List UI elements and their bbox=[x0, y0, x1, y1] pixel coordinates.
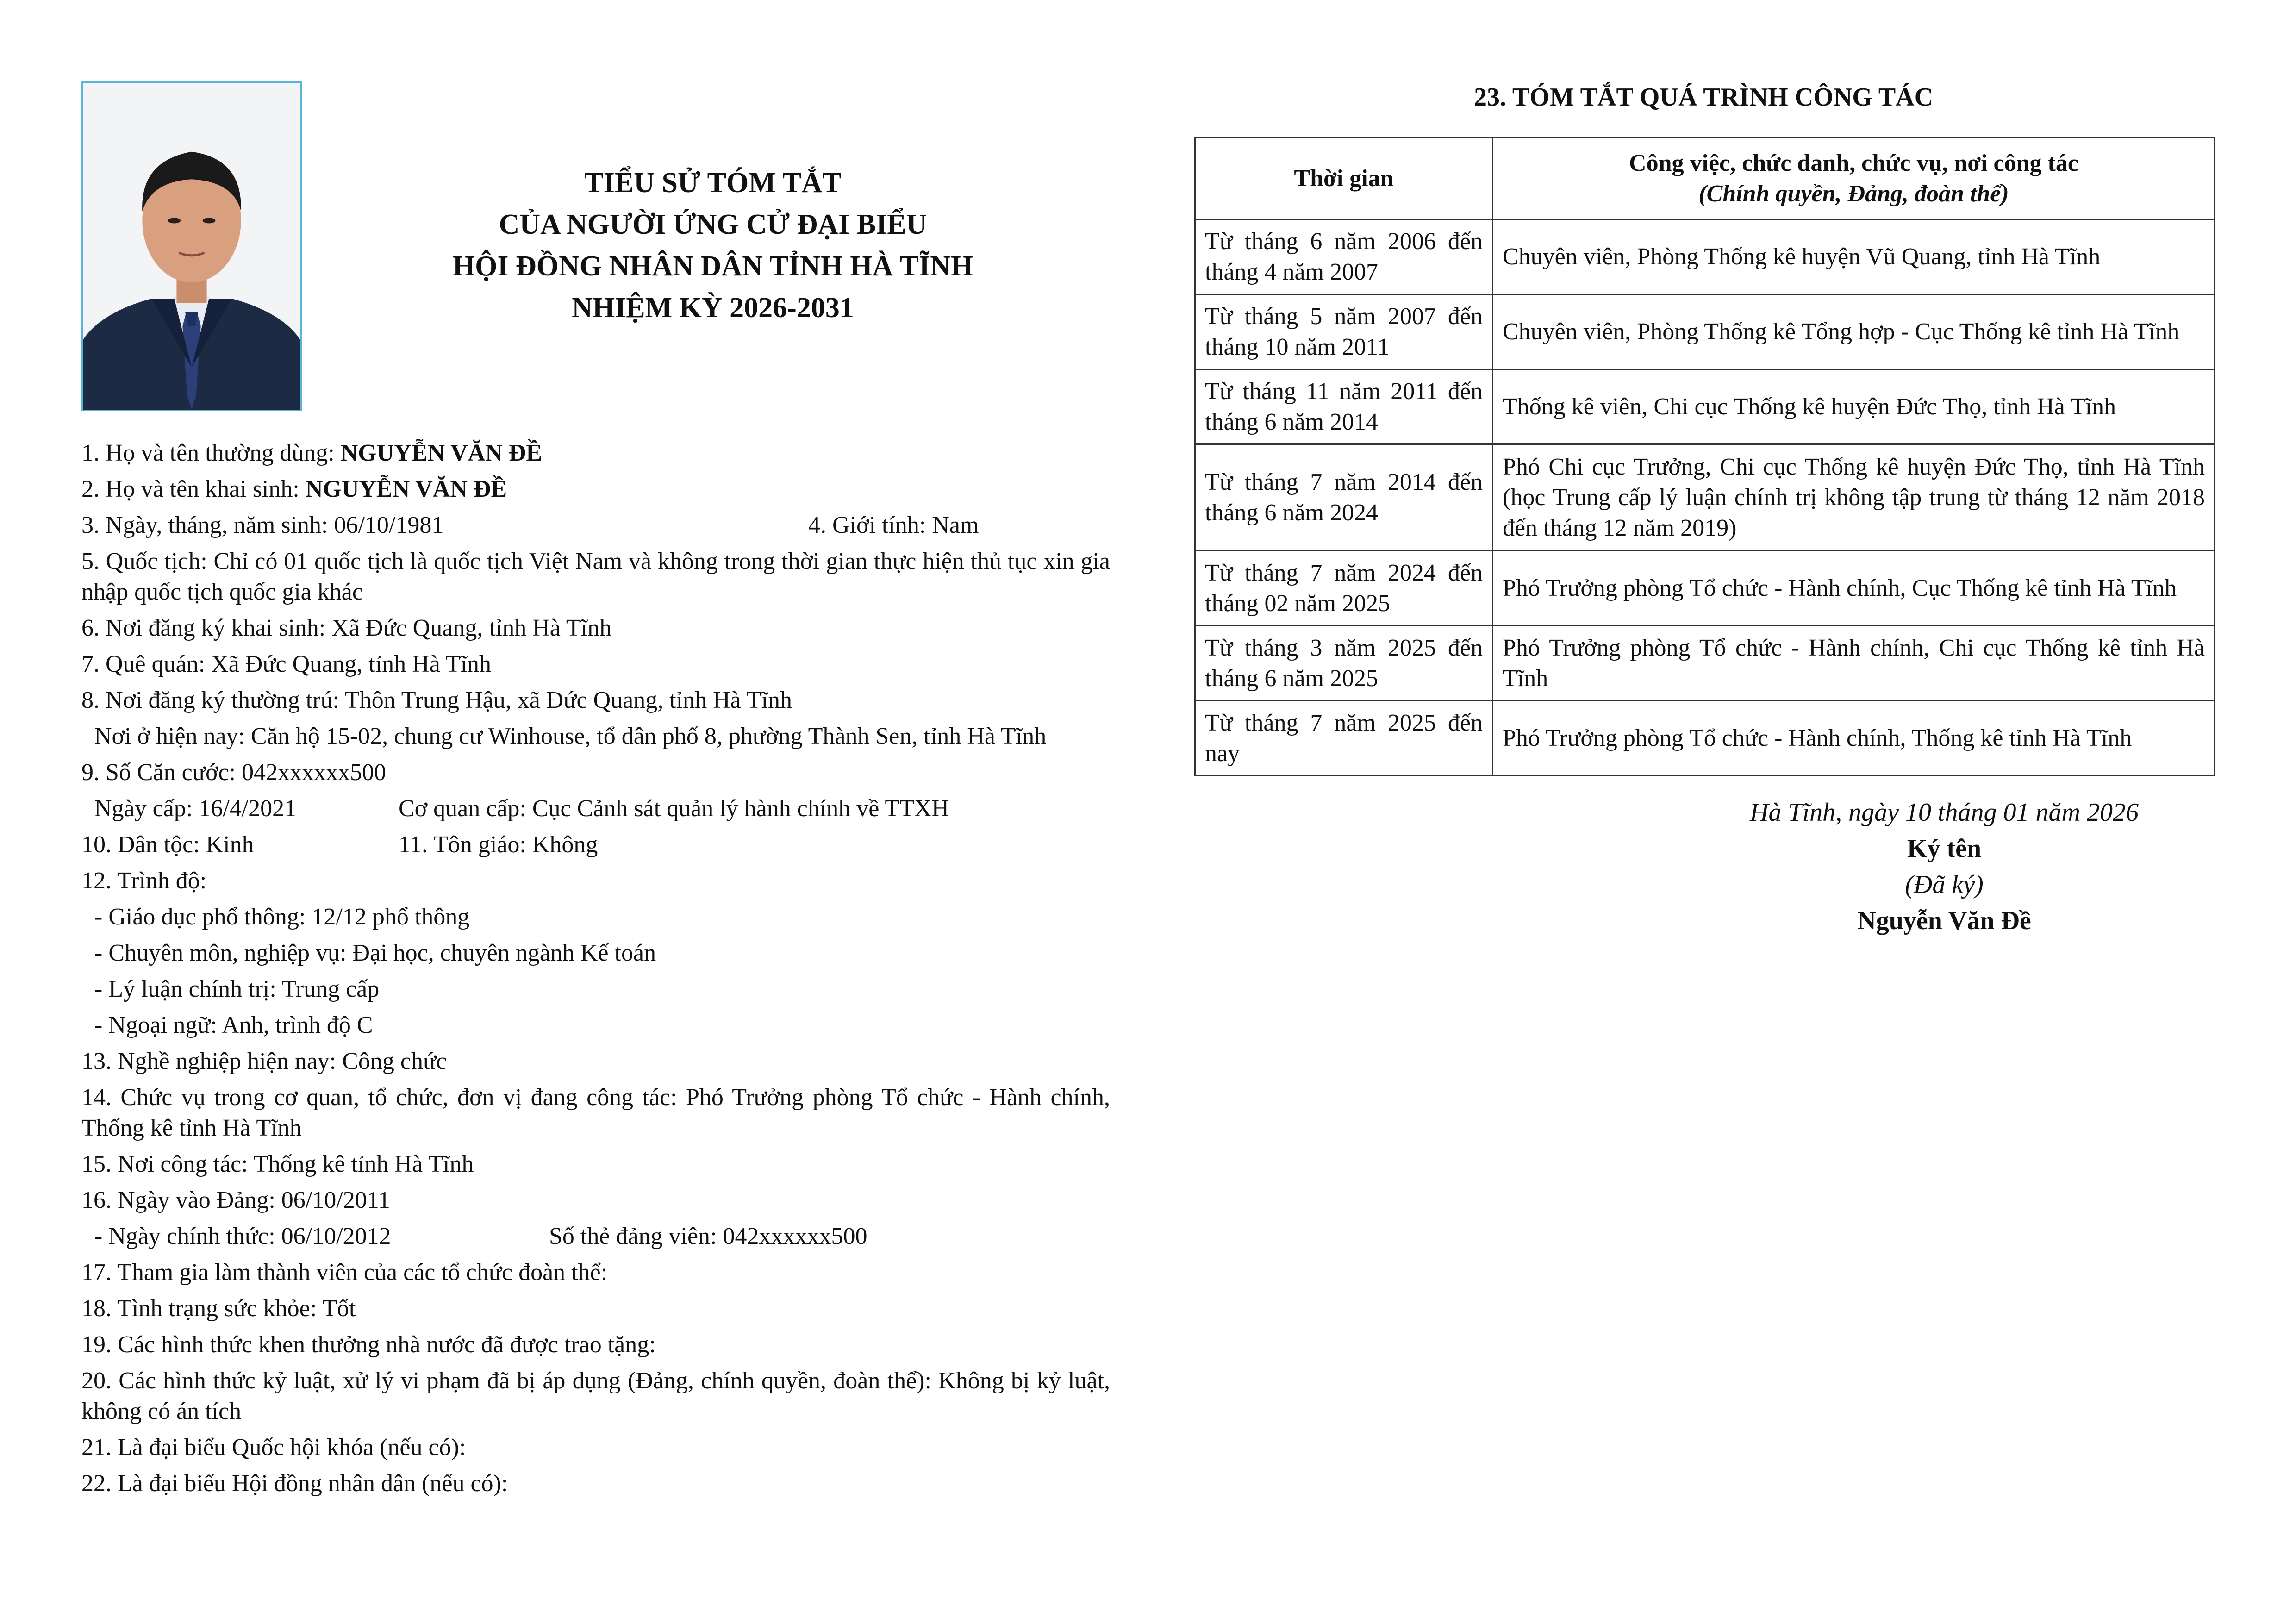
table-header-row bbox=[1195, 138, 2215, 219]
table-row bbox=[1195, 369, 2215, 444]
signed-note: (Đã ký) bbox=[1905, 870, 1984, 899]
work-history-table bbox=[1194, 137, 2215, 776]
header-time: Thời gian bbox=[1195, 138, 1493, 219]
signer-name: Nguyễn Văn Đề bbox=[1857, 906, 2031, 935]
field-education: 12. Trình độ: bbox=[81, 868, 207, 894]
field-label: 2. Họ và tên khai sinh: bbox=[81, 476, 306, 502]
row-job: Chuyên viên, Phòng Thống kê Tổng hợp - Cục Thống kê tỉnh Hà Tĩnh bbox=[1493, 294, 2215, 369]
field-education-professional: - Chuyên môn, nghiệp vụ: Đại học, chuyên ngành Kế toán bbox=[94, 940, 656, 966]
row-time: Từ tháng 7 năm 2024 đến tháng 02 năm 2025 bbox=[1195, 551, 1493, 626]
field-religion: 11. Tôn giáo: Không bbox=[399, 831, 598, 858]
row-job: Phó Trưởng phòng Tổ chức - Hành chính, Thống kê tỉnh Hà Tĩnh bbox=[1493, 701, 2215, 776]
field-value: NGUYỄN VĂN ĐỀ bbox=[305, 476, 507, 502]
field-organizations: 17. Tham gia làm thành viên của các tổ chức đoàn thể: bbox=[81, 1259, 608, 1286]
title-line-4: NHIỆM KỲ 2026-2031 bbox=[572, 292, 854, 324]
portrait-illustration bbox=[83, 83, 300, 410]
table-row bbox=[1195, 219, 2215, 294]
table-row bbox=[1195, 294, 2215, 369]
field-id-issue bbox=[81, 791, 1110, 827]
portrait-photo bbox=[81, 81, 302, 411]
field-birth-registration: 6. Nơi đăng ký khai sinh: Xã Đức Quang, tỉnh Hà Tĩnh bbox=[81, 615, 612, 641]
field-discipline: 20. Các hình thức kỷ luật, xử lý vi phạm đã bị áp dụng (Đảng, chính quyền, đoàn thể): Không bị kỷ luật, không có án tích bbox=[81, 1368, 1110, 1424]
row-job: Phó Trưởng phòng Tổ chức - Hành chính, Cục Thống kê tỉnh Hà Tĩnh bbox=[1493, 551, 2215, 626]
field-peoples-council: 22. Là đại biểu Hội đồng nhân dân (nếu có): bbox=[81, 1470, 508, 1497]
header-job bbox=[1493, 138, 2215, 219]
header-job-line-1: Công việc, chức danh, chức vụ, nơi công tác bbox=[1629, 150, 2078, 176]
field-common-name bbox=[81, 435, 1110, 471]
row-time: Từ tháng 7 năm 2014 đến tháng 6 năm 2024 bbox=[1195, 444, 1493, 551]
field-workplace: 15. Nơi công tác: Thống kê tỉnh Hà Tĩnh bbox=[81, 1151, 474, 1177]
field-health: 18. Tình trạng sức khỏe: Tốt bbox=[81, 1295, 356, 1322]
field-education-general: - Giáo dục phổ thông: 12/12 phổ thông bbox=[94, 904, 470, 930]
table-row bbox=[1195, 551, 2215, 626]
field-permanent-residence: 8. Nơi đăng ký thường trú: Thôn Trung Hậu, xã Đức Quang, tỉnh Hà Tĩnh bbox=[81, 687, 792, 713]
header-job-line-2: (Chính quyền, Đảng, đoàn thể) bbox=[1698, 180, 2009, 207]
place-date: Hà Tĩnh, ngày 10 tháng 01 năm 2026 bbox=[1750, 798, 2139, 827]
title-line-1: TIỂU SỬ TÓM TẮT bbox=[584, 167, 842, 199]
field-party-card: Số thẻ đảng viên: 042xxxxxx500 bbox=[549, 1223, 867, 1249]
field-label: 1. Họ và tên thường dùng: bbox=[81, 440, 341, 466]
field-party-official bbox=[81, 1218, 1110, 1255]
field-birth-date: 3. Ngày, tháng, năm sinh: 06/10/1981 bbox=[81, 512, 444, 538]
row-time: Từ tháng 11 năm 2011 đến tháng 6 năm 2014 bbox=[1195, 369, 1493, 444]
field-hometown: 7. Quê quán: Xã Đức Quang, tỉnh Hà Tĩnh bbox=[81, 651, 492, 677]
row-time: Từ tháng 3 năm 2025 đến tháng 6 năm 2025 bbox=[1195, 626, 1493, 701]
field-occupation: 13. Nghề nghiệp hiện nay: Công chức bbox=[81, 1048, 447, 1074]
row-job: Thống kê viên, Chi cục Thống kê huyện Đức Thọ, tỉnh Hà Tĩnh bbox=[1493, 369, 2215, 444]
field-value: NGUYỄN VĂN ĐỀ bbox=[340, 440, 543, 466]
field-id-number: 9. Số Căn cước: 042xxxxxx500 bbox=[81, 759, 386, 786]
row-job: Phó Chi cục Trưởng, Chi cục Thống kê huyện Đức Thọ, tỉnh Hà Tĩnh (học Trung cấp lý luận chính trị không tập trung từ tháng 12 năm 2018 đến tháng 12 năm 2019) bbox=[1493, 444, 2215, 551]
field-birth-name bbox=[81, 471, 1110, 507]
field-nationality: 5. Quốc tịch: Chỉ có 01 quốc tịch là quốc tịch Việt Nam và không trong thời gian thực hiện thủ tục xin gia nhập quốc tịch quốc gia khác bbox=[81, 548, 1110, 605]
document-title bbox=[356, 162, 1069, 329]
row-time: Từ tháng 5 năm 2007 đến tháng 10 năm 2011 bbox=[1195, 294, 1493, 369]
table-row bbox=[1195, 444, 2215, 551]
field-ethnicity: 10. Dân tộc: Kinh bbox=[81, 831, 254, 858]
field-current-residence: Nơi ở hiện nay: Căn hộ 15-02, chung cư Winhouse, tổ dân phố 8, phường Thành Sen, tỉnh Hà Tĩnh bbox=[94, 723, 1047, 750]
field-awards: 19. Các hình thức khen thưởng nhà nước đã được trao tặng: bbox=[81, 1331, 656, 1358]
row-time: Từ tháng 6 năm 2006 đến tháng 4 năm 2007 bbox=[1195, 219, 1493, 294]
table-row bbox=[1195, 626, 2215, 701]
field-gender: 4. Giới tính: Nam bbox=[808, 512, 979, 538]
field-issue-agency: Cơ quan cấp: Cục Cảnh sát quản lý hành chính về TTXH bbox=[399, 795, 949, 822]
field-official-date: - Ngày chính thức: 06/10/2012 bbox=[94, 1223, 391, 1249]
row-time: Từ tháng 7 năm 2025 đến nay bbox=[1195, 701, 1493, 776]
field-education-language: - Ngoại ngữ: Anh, trình độ C bbox=[94, 1012, 373, 1038]
row-job: Phó Trưởng phòng Tổ chức - Hành chính, Chi cục Thống kê tỉnh Hà Tĩnh bbox=[1493, 626, 2215, 701]
signature-label: Ký tên bbox=[1907, 834, 1982, 863]
field-issue-date: Ngày cấp: 16/4/2021 bbox=[94, 795, 297, 822]
field-national-assembly: 21. Là đại biểu Quốc hội khóa (nếu có): bbox=[81, 1434, 466, 1461]
field-party-join-date: 16. Ngày vào Đảng: 06/10/2011 bbox=[81, 1187, 390, 1213]
signature-block bbox=[1694, 794, 2194, 939]
title-line-3: HỘI ĐỒNG NHÂN DÂN TỈNH HÀ TĨNH bbox=[452, 250, 973, 282]
field-education-political: - Lý luận chính trị: Trung cấp bbox=[94, 976, 380, 1002]
work-history-title: 23. TÓM TẮT QUÁ TRÌNH CÔNG TÁC bbox=[1473, 83, 1934, 112]
table-row bbox=[1195, 701, 2215, 776]
field-position: 14. Chức vụ trong cơ quan, tổ chức, đơn vị đang công tác: Phó Trưởng phòng Tổ chức - Hành chính, Thống kê tỉnh Hà Tĩnh bbox=[81, 1084, 1110, 1141]
personal-info bbox=[81, 435, 1110, 1502]
row-job: Chuyên viên, Phòng Thống kê huyện Vũ Quang, tỉnh Hà Tĩnh bbox=[1493, 219, 2215, 294]
field-ethnicity-religion bbox=[81, 827, 1110, 863]
title-line-2: CỦA NGƯỜI ỨNG CỬ ĐẠI BIỂU bbox=[499, 209, 927, 240]
field-birth-date-gender bbox=[81, 507, 1110, 543]
